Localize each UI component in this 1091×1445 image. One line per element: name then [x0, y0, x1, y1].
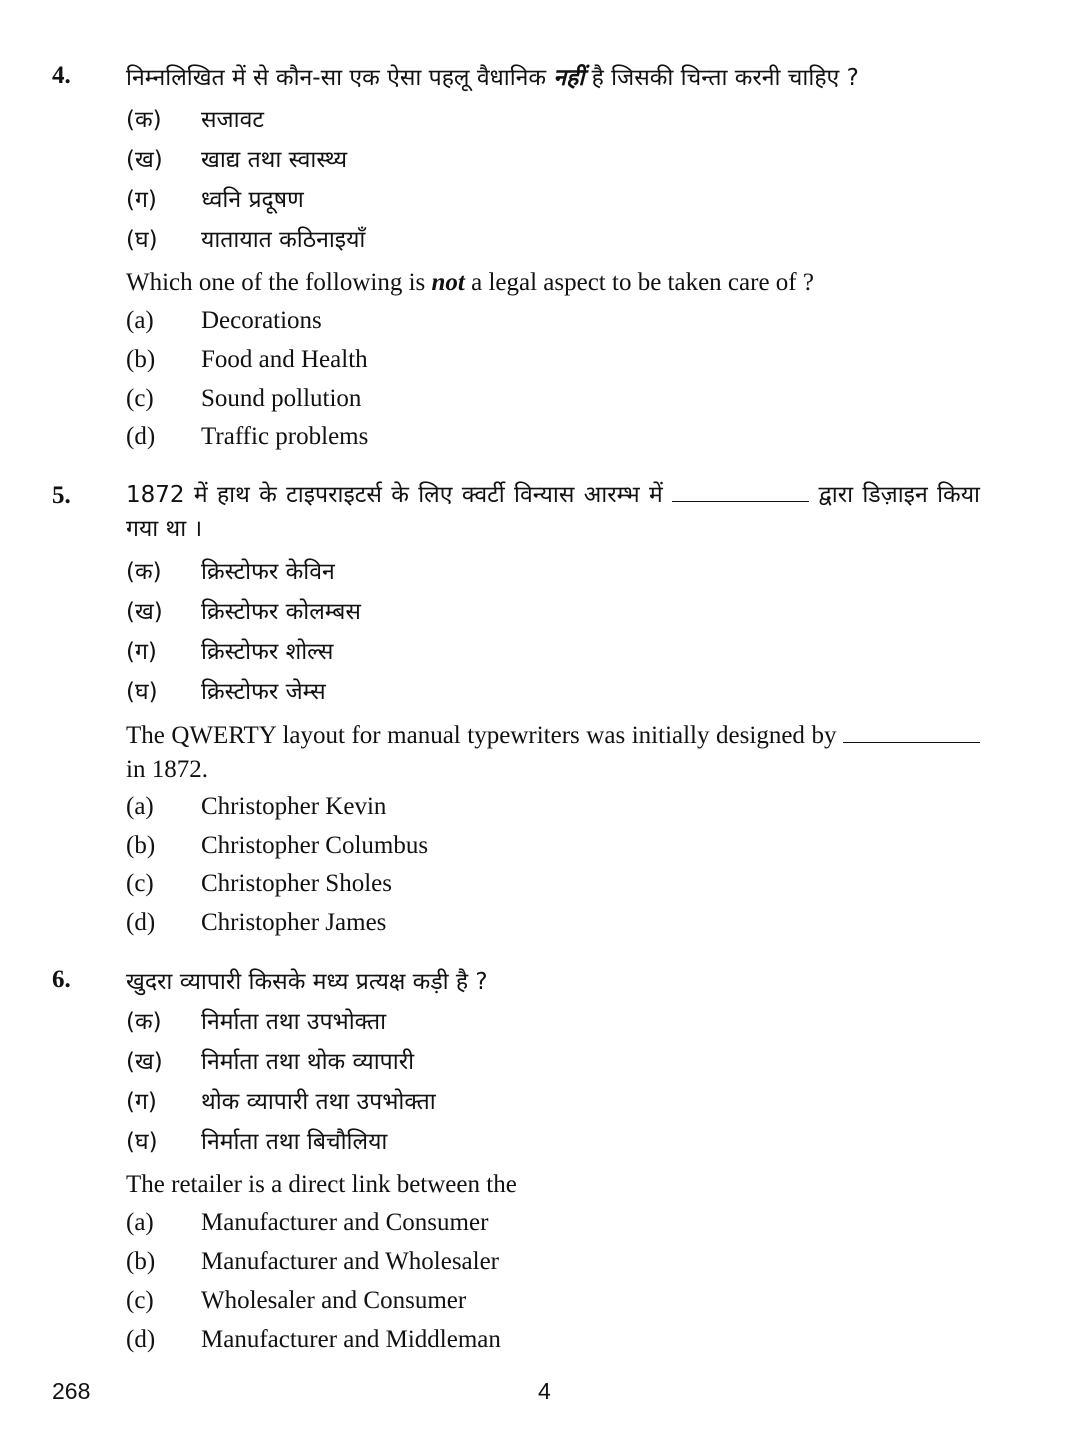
option-english: (c) Christopher Sholes	[126, 870, 392, 897]
option-hindi: (ख) निर्माता तथा थोक व्यापारी	[126, 1049, 415, 1075]
option-english: (c) Wholesaler and Consumer	[126, 1287, 467, 1314]
option-hindi: (ग) क्रिस्टोफर शोल्स	[126, 639, 334, 665]
option-hindi: (क) सजावट	[126, 107, 264, 133]
page-number: 4	[538, 1378, 551, 1404]
option-english: (d) Traffic problems	[126, 423, 369, 450]
option-hindi: (क) निर्माता तथा उपभोक्ता	[126, 1009, 387, 1035]
fill-in-blank	[672, 483, 809, 502]
fill-in-blank	[843, 724, 980, 743]
option-english: (d) Christopher James	[126, 909, 387, 936]
option-hindi: (ख) खाद्य तथा स्वास्थ्य	[126, 147, 348, 173]
option-english: (c) Sound pollution	[126, 385, 362, 412]
option-hindi: (ख) क्रिस्टोफर कोलम्बस	[126, 599, 361, 625]
option-hindi: (घ) निर्माता तथा बिचौलिया	[126, 1129, 388, 1155]
option-hindi: (ग) थोक व्यापारी तथा उपभोक्ता	[126, 1089, 436, 1115]
option-english: (b) Manufacturer and Wholesaler	[126, 1248, 500, 1275]
question-number: 4.	[52, 62, 71, 89]
option-english: (a) Decorations	[126, 307, 322, 334]
question-number: 6.	[52, 966, 71, 993]
question-stem-hindi: खुदरा व्यापारी किसके मध्य प्रत्यक्ष कड़ी है ?	[126, 969, 488, 995]
option-english: (a) Christopher Kevin	[126, 793, 387, 820]
paper-code: 268	[52, 1378, 91, 1404]
option-english: (d) Manufacturer and Middleman	[126, 1326, 501, 1353]
question-number: 5.	[52, 482, 71, 509]
question-stem-english: The QWERTY layout for manual typewriters was initially designed by in 1872.	[126, 719, 980, 787]
option-english: (b) Christopher Columbus	[126, 832, 429, 859]
option-hindi: (घ) यातायात कठिनाइयाँ	[126, 227, 366, 253]
question-stem-hindi: 1872 में हाथ के टाइपराइटर्स के लिए क्वर्टी विन्यास आरम्भ में द्वारा डिज़ाइन किया गया था ।	[126, 482, 980, 542]
question-stem-hindi: निम्नलिखित में से कौन-सा एक ऐसा पहलू वैधानिक नहीं है जिसकी चिन्ता करनी चाहिए ?	[126, 65, 859, 91]
option-hindi: (ग) ध्वनि प्रदूषण	[126, 187, 304, 213]
question-stem-english: Which one of the following is not a legal aspect to be taken care of ?	[126, 269, 814, 296]
option-english: (a) Manufacturer and Consumer	[126, 1209, 489, 1236]
option-hindi: (घ) क्रिस्टोफर जेम्स	[126, 679, 326, 705]
emphasis-word: नहीं	[553, 65, 585, 91]
option-english: (b) Food and Health	[126, 346, 368, 373]
question-stem-english: The retailer is a direct link between the	[126, 1171, 517, 1198]
emphasis-word: not	[431, 269, 465, 296]
option-hindi: (क) क्रिस्टोफर केविन	[126, 559, 335, 585]
